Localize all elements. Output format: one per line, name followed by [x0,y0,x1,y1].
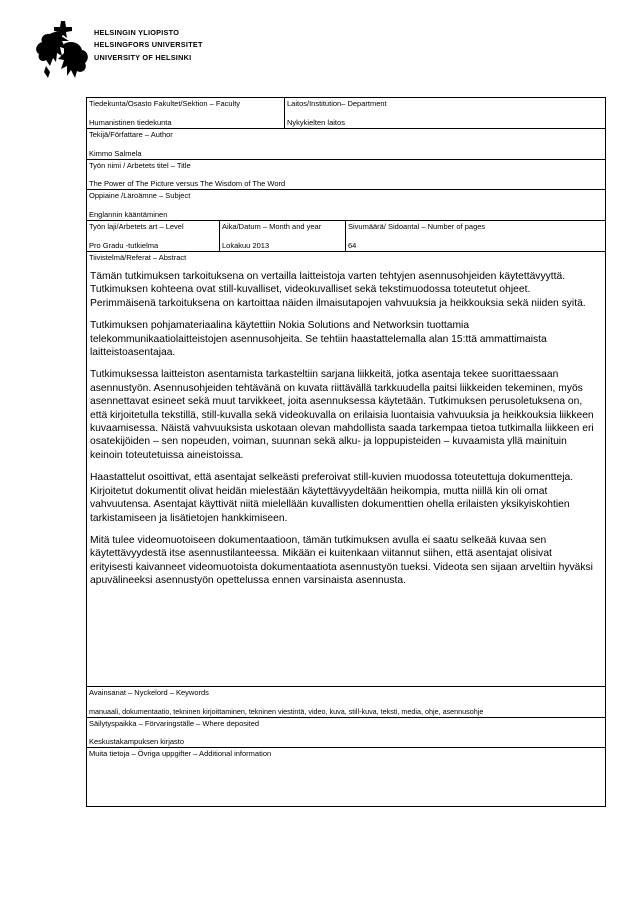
abstract-label: Tiivistelmä/Referat – Abstract [89,253,187,262]
pages-label: Sivumäärä/ Sidoantal – Number of pages [348,222,486,231]
additional-label: Muita tietoja – Övriga uppgifter – Additional information [89,749,272,758]
additional-cell [87,748,605,806]
abstract-cell [87,252,605,686]
university-name-fi: HELSINGIN YLIOPISTO [94,28,180,37]
subject-value: Englannin kääntäminen [89,210,168,219]
university-name-en: UNIVERSITY OF HELSINKI [94,52,192,62]
keywords-cell [87,687,605,717]
abstract-body [87,262,605,603]
university-names [94,27,203,64]
faculty-cell [87,98,284,128]
pages-value: 64 [348,241,357,250]
author-value: Kimmo Salmela [89,149,142,158]
deposited-value: Keskustakampuksen kirjasto [89,737,185,746]
date-cell [219,221,345,251]
keywords-label: Avainsanat – Nyckelord – Keywords [89,688,209,697]
form-row-title [87,160,605,190]
form-row-level [87,221,605,252]
deposited-label: Säilytyspaikka – Förvaringställe – Where deposited [89,719,260,728]
abstract-paragraph: Tämän tutkimuksen tarkoituksena on vertailla laitteistoja varten tehtyjen asennusohjeiden käytettävyyttä. Tutkimuksen kohteena ovat still-kuvalliset, videokuvalliset sekä tekstimuodossa toteutetut ohjeet. Perimmäisenä tarkoituksena on kartoittaa näiden ilmaisutapojen vahvuuksia ja heikkouksia sekä niiden syitä. [90,271,586,309]
author-cell [87,129,605,159]
form-row-keywords [87,687,605,718]
abstract-paragraph: Mitä tulee videomuotoiseen dokumentaatioon, tämän tutkimuksen avulla ei saatu selkeää kuvaa sen käytettävyydestä itse asennustilanteessa. Mikään ei kuitenkaan viitannut siihen, että asentajat olisivat erityisesti kaivanneet videomuotoista dokumentaatiota asennustyön tueksi. Videota sen sijaan arveltiin hyväksi apuvälineeksi asennustyön opettelussa ennen varsinaista asennusta. [90,534,593,587]
date-label: Aika/Datum – Month and year [222,222,322,231]
form-row-deposited [87,718,605,748]
title-value: The Power of The Picture versus The Wisdom of The Word [89,179,286,188]
title-label: Työn nimi / Arbetets titel – Title [89,161,191,170]
form-row-additional [87,748,605,807]
department-label: Laitos/Institution– Department [287,99,387,108]
faculty-label: Tiedekunta/Osasto Fakultet/Sektion – Faculty [89,99,241,108]
title-cell [87,160,605,189]
abstract-paragraph: Tutkimuksen pohjamateriaalina käytettiin Nokia Solutions and Networksin tuottamia telekommunikaatiolaitteistojen asennusohjeita. Se tehtiin haastattelemalla alan 15:ttä ammattimaista laitteistoasentajaa. [90,320,547,359]
subject-cell [87,190,605,220]
abstract-paragraph: Tutkimuksessa laitteiston asentamista tarkasteltiin sarjana liikkeitä, jotka asentaja tekee suorittaessaan asennustyön. Asennusohjeiden tehtävänä on kuvata riittävällä tarkkuudella paitsi liikkeiden tekeminen, myös asennettavat esineet sekä muut tarvikkeet, joita asennuksessa käytetään. Tutkimuksen perusoletuksena on, että kirjoitetulla tekstillä, still-kuvalla sekä videokuvalla on erilaisia luontaisia vahvuuksia ja heikkouksia liikkeen kuvaamisessa. Näistä vahvuuksista uskotaan olevan mahdollista saada tarkempaa tietoa tutkimalla liikkeen eri osatekijöiden – sen nopeuden, voiman, suunnan sekä alku- ja loppupisteiden – kuvaamista yllä mainituin keinoin toteutetuissa aineistoissa. [90,369,594,461]
deposited-cell [87,718,605,747]
abstract-paragraph: Haastattelut osoittivat, että asentajat selkeästi preferoivat still-kuvien muodossa toteutettuja dokumentteja. Kirjoitetut dokumentit olivat heidän mielestään käytettävyydeltään heikompia, mutta niillä kin oli omat vahvuutensa. Asentajat käyttivät niitä mielellään kuvallisten dokumenttien ohella erilaisten yksikyiskohtien tarkistamiseen ja lisätietojen hankkimiseen. [90,472,574,524]
university-name-sv: HELSINGFORS UNIVERSITET [94,40,203,50]
faculty-value: Humanistinen tiedekunta [89,118,172,127]
department-value: Nykykielten laitos [287,118,345,127]
form-row-abstract [87,252,605,687]
form-row-subject [87,190,605,221]
level-cell [87,221,219,251]
date-value: Lokakuu 2013 [222,241,270,250]
level-label: Työn laji/Arbetets art – Level [89,222,184,231]
form-row-faculty [87,98,605,129]
pages-cell [345,221,605,251]
form-row-author [87,129,605,160]
subject-label: Oppiaine /Läroämne – Subject [89,191,191,200]
department-cell [284,98,605,128]
level-value: Pro Gradu -tutkielma [89,241,159,250]
keywords-value: manuaali, dokumentaatio, tekninen kirjoittaminen, tekninen viestintä, video, kuva, still-kuva, teksti, media, ohje, asennusohje [89,707,484,716]
university-logo-icon [34,20,90,80]
thesis-abstract-form [86,97,606,807]
author-label: Tekijä/Författare – Author [89,130,173,139]
